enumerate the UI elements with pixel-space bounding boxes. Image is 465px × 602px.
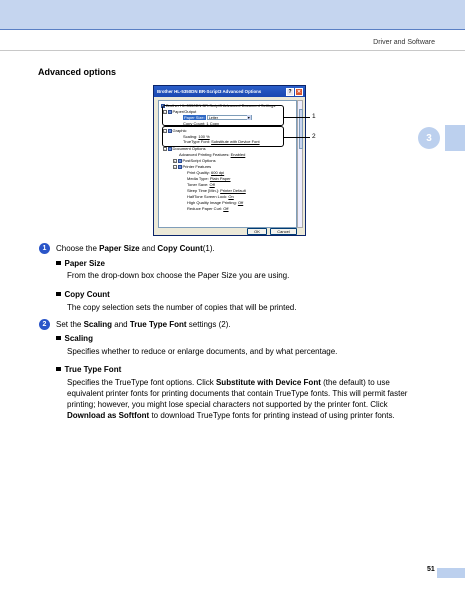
top-rule	[0, 29, 465, 30]
collapse-icon[interactable]: −	[164, 110, 166, 115]
tree-copy-count[interactable]: Copy Count: 1 Copy	[183, 121, 220, 126]
expand-icon[interactable]: +	[174, 159, 176, 164]
item-truetype-desc: Specifies the TrueType font options. Click Substitute with Device Font (the default) to use equivalent printer fonts for printing documents that contain TrueType fonts. This will permit faster printing; however, you might lose special characters not supported by the printer font. Click Download as Softfont to download TrueType fonts for printing instead of using printer fonts.	[67, 378, 408, 420]
item-truetype-title: True Type Font	[56, 365, 121, 374]
tree-graphic[interactable]: − Graphic	[164, 128, 187, 134]
tree-media-type[interactable]: Media Type: Plain Paper	[187, 176, 231, 181]
document-icon	[168, 147, 172, 151]
item-scaling-title: Scaling	[56, 334, 93, 343]
running-header: Driver and Software	[373, 39, 435, 46]
callout-number-2: 2	[312, 133, 316, 140]
step-badge-2: 2	[39, 319, 50, 330]
collapse-icon[interactable]: −	[164, 129, 166, 134]
tree-print-quality[interactable]: Print Quality: 600 dpi	[187, 170, 225, 175]
section-title: Advanced options	[38, 67, 117, 77]
item-copy-count-desc: The copy selection sets the number of copies that will be printed.	[67, 303, 297, 312]
tree-printer-features[interactable]: − Printer Features	[174, 164, 212, 170]
chapter-number: 3	[426, 132, 432, 144]
header-rule	[0, 50, 465, 51]
tree-halftone[interactable]: HalfTone Screen Lock: On	[187, 194, 234, 199]
help-button[interactable]: ?	[286, 88, 294, 96]
tree-sleep-time[interactable]: Sleep Time [Min.]: Printer Default	[187, 188, 246, 193]
tree-advanced-printing[interactable]: Advanced Printing Features: Enabled	[179, 152, 246, 157]
tree-hq-image[interactable]: High Quality Image Printing: Off	[187, 200, 244, 205]
scrollbar-thumb[interactable]	[299, 109, 303, 149]
ok-button[interactable]: OK	[247, 228, 267, 235]
callout-line-1	[284, 117, 310, 118]
tree-paper-output[interactable]: − Paper/Output	[164, 109, 197, 115]
cancel-button[interactable]: Cancel	[270, 228, 297, 235]
corner-tab	[437, 568, 465, 578]
step-badge-1: 1	[39, 243, 50, 254]
top-band	[0, 0, 465, 29]
item-paper-size-title: Paper Size	[56, 259, 105, 268]
dialog-title: Brother HL-5350DN BR-Script3 Advanced Options	[157, 89, 262, 94]
paper-size-dropdown[interactable]: Letter ▾	[207, 115, 252, 120]
tree-scrollbar[interactable]	[297, 100, 303, 228]
features-icon	[178, 165, 182, 169]
collapse-icon[interactable]: −	[164, 147, 166, 152]
tree-reduce-curl[interactable]: Reduce Paper Curl: Off	[187, 206, 229, 211]
postscript-icon	[178, 159, 182, 163]
step-2-text: Set the Scaling and True Type Font settings (2).	[56, 320, 231, 329]
tree-root: Brother HL-5350DN BR-Script3 Advanced Document Settings	[161, 103, 275, 108]
tree-toner-save[interactable]: Toner Save: Off	[187, 182, 215, 187]
chapter-tab	[445, 125, 465, 151]
item-paper-size-desc: From the drop-down box choose the Paper Size you are using.	[67, 271, 290, 280]
step-1-text: Choose the Paper Size and Copy Count(1).	[56, 244, 215, 253]
tree-paper-size[interactable]: Paper Size: Letter ▾	[183, 115, 252, 120]
callout-line-2	[284, 137, 310, 138]
item-copy-count-title: Copy Count	[56, 290, 110, 299]
collapse-icon[interactable]: −	[174, 165, 176, 170]
tree-truetype[interactable]: TrueType Font: Substitute with Device Font	[183, 139, 260, 144]
tree-document-options[interactable]: − Document Options	[164, 146, 206, 152]
chapter-marker	[418, 127, 440, 149]
tree-scaling[interactable]: Scaling: 100 %	[183, 134, 210, 139]
tree-postscript[interactable]: + PostScript Options	[174, 158, 216, 164]
item-scaling-desc: Specifies whether to reduce or enlarge documents, and by what percentage.	[67, 347, 338, 356]
callout-box-2	[162, 126, 284, 147]
callout-number-1: 1	[312, 113, 316, 120]
close-button[interactable]: ✕	[296, 88, 302, 95]
callout-box-1	[162, 105, 284, 126]
dialog-title-bar	[154, 86, 305, 97]
page-number: 51	[427, 566, 435, 573]
